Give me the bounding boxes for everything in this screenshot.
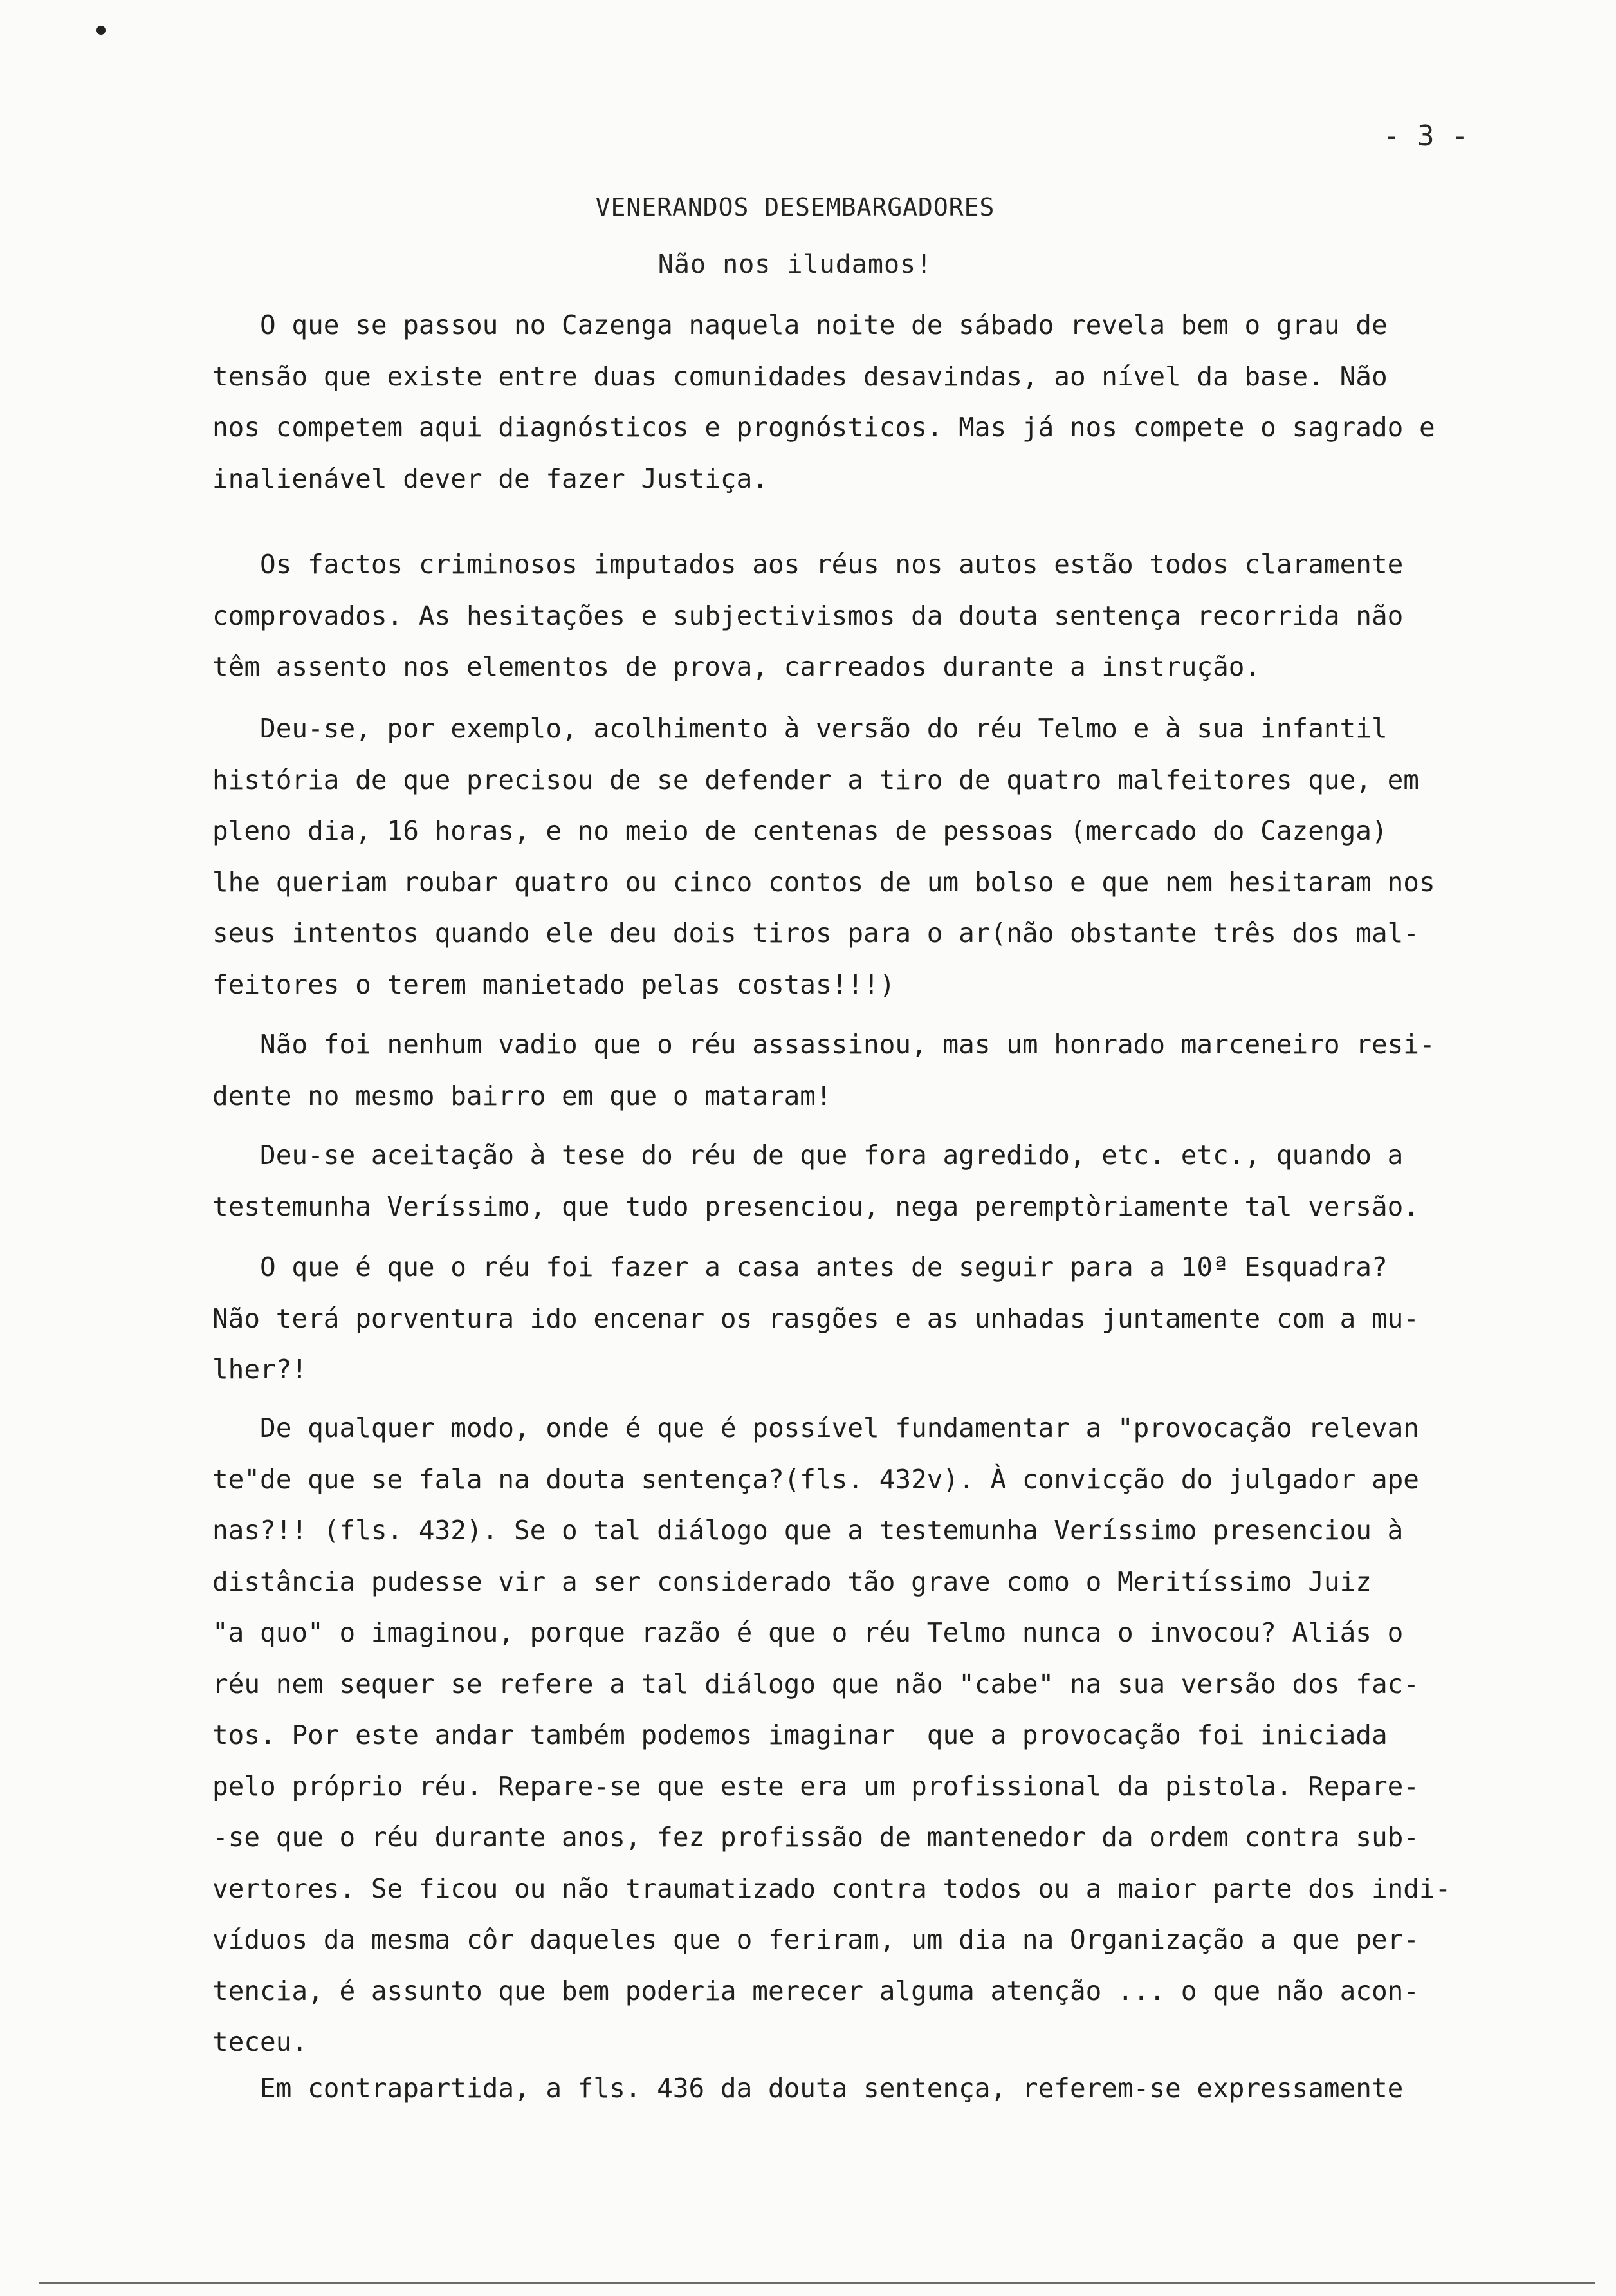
paragraph [212,703,1550,1010]
text-line: víduos da mesma côr daqueles que o feriram, um dia na Organização a que per- [212,1924,1419,1955]
paragraph [212,300,1550,505]
paragraph [212,1019,1550,1122]
document-subheading: Não nos iludamos! [657,250,933,279]
text-line: dente no mesmo bairro em que o mataram! [212,1080,832,1111]
text-line: O que é que o réu foi fazer a casa antes de seguir para a 10ª Esquadra? [212,1252,1388,1282]
ink-speck [96,26,106,35]
paragraph [212,1130,1550,1232]
paragraph [212,1403,1550,2068]
text-line: -se que o réu durante anos, fez profissão de mantenedor da ordem contra sub- [212,1822,1419,1853]
text-line: nos competem aqui diagnósticos e prognósticos. Mas já nos compete o sagrado e [212,412,1435,443]
text-line: De qualquer modo, onde é que é possível fundamentar a "provocação relevan [212,1412,1419,1443]
text-line: seus intentos quando ele deu dois tiros para o ar(não obstante três dos mal- [212,918,1419,949]
text-line: comprovados. As hesitações e subjectivismos da douta sentença recorrida não [212,600,1404,631]
text-line: pleno dia, 16 horas, e no meio de centenas de pessoas (mercado do Cazenga) [212,815,1388,846]
text-line: tensão que existe entre duas comunidades desavindas, ao nível da base. Não [212,360,1388,392]
text-line: Em contrapartida, a fls. 436 da douta sentença, referem-se expressamente [212,2073,1404,2104]
text-line: nas?!! (fls. 432). Se o tal diálogo que a testemunha Veríssimo presenciou à [212,1515,1404,1546]
text-line: O que se passou no Cazenga naquela noite de sábado revela bem o grau de [212,310,1388,340]
text-line: vertores. Se ficou ou não traumatizado contra todos ou a maior parte dos indi- [212,1873,1451,1904]
text-line: lher?! [212,1354,308,1385]
page-number: - 3 - [1383,120,1469,153]
paragraph [212,1242,1550,1396]
bottom-rule [39,2282,1595,2284]
text-line: inalienável dever de fazer Justiça. [212,463,768,494]
paragraph [212,539,1550,693]
text-line: Não terá porventura ido encenar os rasgões e as unhadas juntamente com a mu- [212,1302,1419,1334]
text-line: tos. Por este andar também podemos imaginar que a provocação foi iniciada [212,1719,1388,1750]
text-line: testemunha Veríssimo, que tudo presenciou, nega peremptòriamente tal versão. [212,1190,1419,1222]
text-line: feitores o terem manietado pelas costas!!!) [212,968,895,1000]
text-line: Deu-se, por exemplo, acolhimento à versão do réu Telmo e à sua infantil [212,713,1388,744]
text-line: têm assento nos elementos de prova, carreados durante a instrução. [212,651,1261,682]
text-line: Não foi nenhum vadio que o réu assassinou, mas um honrado marceneiro resi- [212,1029,1435,1060]
text-line: réu nem sequer se refere a tal diálogo que não "cabe" na sua versão dos fac- [212,1668,1419,1699]
text-line: Deu-se aceitação à tese do réu de que fora agredido, etc. etc., quando a [212,1140,1404,1171]
text-line: te"de que se fala na douta sentença?(fls. 432v). À convicção do julgador ape [212,1463,1419,1495]
text-line: história de que precisou de se defender a tiro de quatro malfeitores que, em [212,764,1419,795]
text-line: tencia, é assunto que bem poderia merecer alguma atenção ... o que não acon- [212,1975,1419,2006]
text-line: distância pudesse vir a ser considerado tão grave como o Meritíssimo Juiz [212,1566,1372,1597]
text-line: teceu. [212,2026,308,2057]
text-line: pelo próprio réu. Repare-se que este era um profissional da pistola. Repare- [212,1770,1419,1802]
text-line: Os factos criminosos imputados aos réus nos autos estão todos claramente [212,549,1404,580]
document-heading: VENERANDOS DESEMBARGADORES [595,193,995,221]
text-line: lhe queriam roubar quatro ou cinco contos de um bolso e que nem hesitaram nos [212,866,1435,898]
paragraph [212,2063,1550,2115]
text-line: "a quo" o imaginou, porque razão é que o réu Telmo nunca o invocou? Aliás o [212,1617,1404,1648]
